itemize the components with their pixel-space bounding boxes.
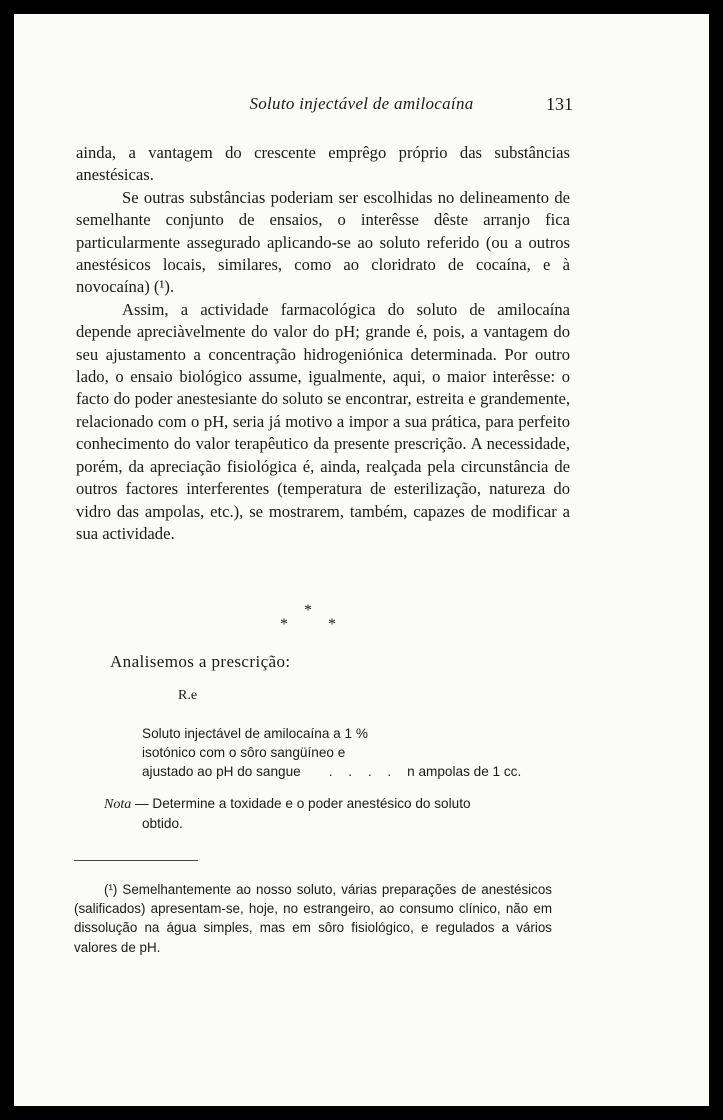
asterisk: *	[328, 616, 336, 633]
page-number: 131	[546, 94, 573, 114]
dose: n ampolas de 1 cc.	[407, 764, 522, 779]
footnote-divider	[74, 860, 198, 861]
prescription-note	[104, 794, 564, 833]
footnote	[74, 880, 552, 957]
note-text: — Determine a toxidade e o poder anestésico do soluto	[135, 796, 471, 811]
prescription-lines	[142, 724, 556, 781]
page-header	[14, 94, 709, 120]
prescription-line-dose	[142, 762, 556, 781]
footnote-text: Semelhantemente ao nosso soluto, várias preparações de anestésicos (salificados) apresentam-se, hoje, no estrangeiro, ao consumo clínico, não em dissolução na água simples, mas em sôro fisiológico, e regulados a vários valores de pH.	[74, 882, 552, 955]
prescription-line: Soluto injectável de amilocaína a 1 %	[142, 726, 368, 741]
asterisk: *	[280, 616, 288, 633]
prescription-intro: Analisemos a prescrição:	[110, 652, 291, 671]
note-label: Nota	[104, 797, 132, 812]
note-text-continued: obtido.	[142, 816, 183, 831]
footnote-mark: (¹)	[104, 882, 118, 897]
running-title: Soluto injectável de amilocaína	[249, 94, 474, 113]
recipe-symbol: R.e	[178, 688, 198, 703]
asterisk: *	[304, 602, 312, 619]
paragraph: ainda, a vantagem do crescente emprêgo próprio das substâncias anestésicas.	[76, 143, 570, 185]
prescription-line: isotónico com o sôro sangüíneo e	[142, 745, 346, 760]
paragraph: Se outras substâncias poderiam ser escolhidas no delineamento de semelhante conjunto de ensaios, o interêsse dêste arranjo fica particularmente assegurado aplicando-se ao soluto referido (ou a outros anestésicos locais, similares, como ao cloridrato de cocaína, e à novocaína) (¹).	[76, 187, 570, 297]
book-page	[14, 14, 709, 1106]
paragraph: Assim, a actividade farmacológica do soluto de amilocaína depende apreciàvelmente do valor do pH; grande é, pois, a vantagem do seu ajustamento a concentração hidrogeniónica determinada. Por outro lado, o ensaio biológico assume, igualmente, aqui, o maior interêsse: o facto do poder anestesiante do soluto se encontrar, estreita e grandemente, relacionado com o pH, seria já motivo a impor a sua prática, para perfeito conhecimento do valor terapêutico da presente prescrição. A necessidade, porém, da apreciação fisiológica é, ainda, realçada pela circunstância de outros factores interferentes (temperatura de esterilização, natureza do vidro das ampolas, etc.), se mostrarem, também, capazes de modificar a sua actividade.	[76, 299, 570, 543]
leader-dots: . . . .	[328, 764, 398, 779]
body-text	[76, 142, 570, 545]
prescription-line: ajustado ao pH do sangue	[142, 764, 301, 779]
section-asterism	[14, 602, 709, 642]
